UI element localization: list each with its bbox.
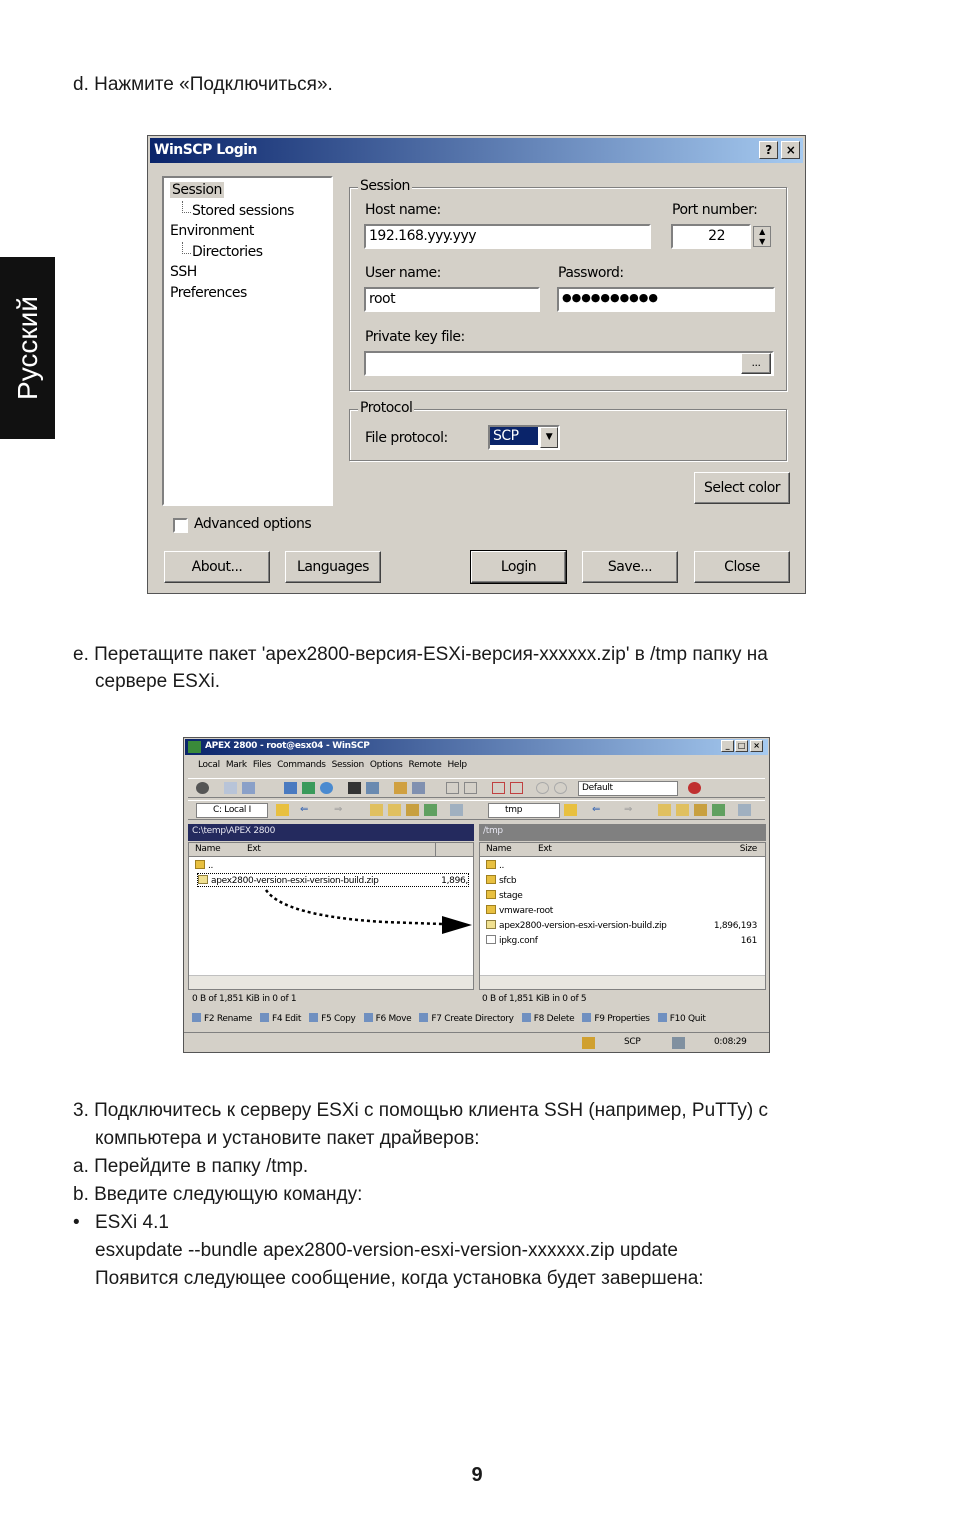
user-label: User name:	[365, 265, 441, 281]
port-spinner[interactable]: ▲ ▼	[753, 226, 771, 247]
function-keys-bar	[192, 1013, 706, 1024]
menu-files[interactable]: Files	[252, 760, 272, 770]
forward-icon[interactable]: ⇒	[334, 804, 343, 815]
save-button[interactable]: Save...	[582, 551, 678, 583]
key-input[interactable]	[364, 351, 774, 376]
menu-mark[interactable]: Mark	[225, 760, 247, 770]
file-protocol-select[interactable]	[488, 425, 560, 450]
f7-create-directory-button[interactable]: F7 Create Directory	[419, 1013, 513, 1024]
file-protocol-label: File protocol:	[365, 430, 448, 446]
menu-remote[interactable]: Remote	[408, 760, 442, 770]
command-text: esxupdate --bundle apex2800-version-esxi-version-xxxxxx.zip update	[95, 1240, 678, 1261]
window-title: APEX 2800 - root@esx04 - WinSCP	[185, 739, 768, 755]
select-color-button[interactable]: Select color	[694, 472, 790, 504]
table-row[interactable]: ipkg.conf 161	[486, 934, 765, 948]
close-icon[interactable]: ×	[781, 141, 800, 159]
close-icon[interactable]: ×	[750, 740, 763, 752]
local-col-name[interactable]: Name	[195, 844, 221, 854]
port-input[interactable]: 22	[671, 224, 751, 249]
languages-button[interactable]: Languages	[285, 551, 381, 583]
message-text: Появится следующее сообщение, когда установка будет завершена:	[95, 1268, 704, 1289]
session-time: 0:08:29	[714, 1037, 747, 1047]
port-label: Port number:	[672, 202, 758, 218]
local-row-zip[interactable]: apex2800-version-esxi-version-build.zip 1,896,	[197, 873, 469, 887]
right-dir-select[interactable]: tmp	[488, 803, 560, 818]
f4-edit-button[interactable]: F4 Edit	[260, 1013, 301, 1024]
password-label: Password:	[558, 265, 624, 281]
status-bar	[184, 1032, 769, 1053]
help-button[interactable]: ?	[759, 141, 778, 159]
tree-item-environment[interactable]: Environment	[170, 223, 254, 239]
winscp-main-window	[183, 737, 770, 1053]
local-row-up[interactable]: ..	[195, 859, 213, 873]
table-row[interactable]: ..	[486, 859, 765, 873]
step-3-line2: компьютера и установите пакет драйверов:	[95, 1128, 480, 1149]
f5-copy-button[interactable]: F5 Copy	[309, 1013, 356, 1024]
chevron-down-icon[interactable]: ▼	[540, 427, 558, 448]
f9-properties-button[interactable]: F9 Properties	[582, 1013, 649, 1024]
menu-commands[interactable]: Commands	[277, 760, 326, 770]
profile-select[interactable]: Default	[578, 781, 678, 796]
bullet: •	[73, 1212, 80, 1233]
f8-delete-button[interactable]: F8 Delete	[522, 1013, 575, 1024]
settings-tree	[162, 176, 333, 506]
back-icon[interactable]: ⇐	[300, 804, 309, 815]
connection-icon	[672, 1037, 685, 1049]
menu-options[interactable]: Options	[369, 760, 403, 770]
table-row[interactable]: stage	[486, 889, 765, 903]
table-row[interactable]: sfcb	[486, 874, 765, 888]
step-3-line1: 3. Подключитесь к серверу ESXi с помощью клиента SSH (например, PuTTy) с	[73, 1100, 768, 1121]
step-e-line2: сервере ESXi.	[95, 671, 221, 692]
session-group-label: Session	[360, 178, 410, 194]
about-button[interactable]: About...	[164, 551, 270, 583]
local-status: 0 B of 1,851 KiB in 0 of 1	[192, 994, 297, 1004]
password-input[interactable]: ●●●●●●●●●●	[557, 287, 775, 312]
remote-status: 0 B of 1,851 KiB in 0 of 5	[482, 994, 587, 1004]
maximize-icon[interactable]: □	[735, 740, 748, 752]
right-path-bar: /tmp	[479, 824, 766, 841]
local-col-ext[interactable]: Ext	[247, 844, 261, 854]
lock-icon	[582, 1037, 595, 1049]
remote-forward-icon[interactable]: ⇒	[624, 804, 633, 815]
f10-quit-button[interactable]: F10 Quit	[658, 1013, 706, 1024]
page-number: 9	[471, 1464, 483, 1486]
tree-item-session[interactable]: Session	[172, 182, 222, 198]
tree-item-stored-sessions[interactable]: Stored sessions	[170, 201, 325, 222]
drag-arrow	[184, 738, 770, 1053]
language-tab-label: Русский	[11, 296, 43, 400]
winscp-login-dialog	[147, 135, 806, 594]
step-a-text: a. Перейдите в папку /tmp.	[73, 1156, 309, 1177]
browse-button[interactable]: ...	[741, 353, 771, 374]
step-b-text: b. Введите следующую команду:	[73, 1184, 363, 1205]
advanced-options-label: Advanced options	[194, 516, 312, 532]
protocol-group-label: Protocol	[360, 400, 413, 416]
file-protocol-value: SCP	[490, 427, 538, 445]
step-e-line1: e. Перетащите пакет 'apex2800-версия-ESXi-версия-xxxxxx.zip' в /tmp папку на	[73, 644, 768, 665]
step-d-text: d. Нажмите «Подключиться».	[73, 74, 333, 95]
table-row[interactable]: vmware-root	[486, 904, 765, 918]
user-input[interactable]: root	[364, 287, 540, 312]
tree-item-preferences[interactable]: Preferences	[170, 284, 247, 301]
host-label: Host name:	[365, 202, 441, 218]
table-row[interactable]: apex2800-version-esxi-version-build.zip 1,896,193	[486, 919, 765, 933]
remote-col-size[interactable]: Size	[739, 844, 757, 854]
key-label: Private key file:	[365, 329, 465, 345]
tree-item-ssh[interactable]: SSH	[170, 264, 197, 280]
login-button[interactable]: Login	[471, 551, 566, 583]
remote-col-name[interactable]: Name	[486, 844, 512, 854]
close-button[interactable]: Close	[694, 551, 790, 583]
f6-move-button[interactable]: F6 Move	[364, 1013, 412, 1024]
f2-rename-button[interactable]: F2 Rename	[192, 1013, 252, 1024]
menu-help[interactable]: Help	[447, 760, 467, 770]
host-input[interactable]: 192.168.yyy.yyy	[364, 224, 651, 249]
minimize-icon[interactable]: _	[721, 740, 734, 752]
language-tab	[0, 257, 55, 439]
esxi-version: ESXi 4.1	[95, 1212, 169, 1233]
dialog-title: WinSCP Login	[150, 138, 803, 163]
remote-back-icon[interactable]: ⇐	[592, 804, 601, 815]
remote-col-ext[interactable]: Ext	[538, 844, 552, 854]
left-path-bar: C:\temp\APEX 2800	[188, 824, 474, 841]
left-drive-select[interactable]: C: Local I	[196, 803, 268, 818]
menu-session[interactable]: Session	[331, 760, 364, 770]
protocol-status: SCP	[624, 1037, 641, 1047]
advanced-options-checkbox[interactable]	[173, 518, 188, 533]
tree-item-directories[interactable]: Directories	[170, 242, 325, 263]
menu-local[interactable]: Local	[198, 760, 220, 770]
